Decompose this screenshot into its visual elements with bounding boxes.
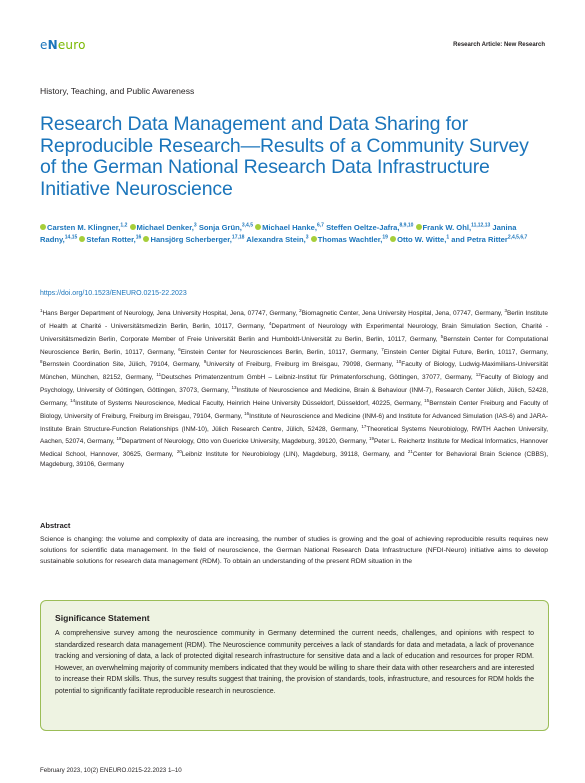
author-name: Janina Radny, bbox=[40, 222, 517, 245]
affiliation-text: Einstein Center for Neurosciences Berlin, Berlin, 10117, Germany, bbox=[180, 348, 382, 356]
author-affiliation-sup: 16 bbox=[135, 234, 142, 241]
affiliation-number: 10 bbox=[396, 359, 402, 365]
affiliation-text: Department of Neurology, Otto von Guericke University, Magdeburg, 39120, Germany, bbox=[121, 438, 369, 446]
affiliation-text: Faculty of Biology, Ludwig-Maximilians-Universität München, München, 82152, Germany, bbox=[40, 361, 548, 382]
orcid-icon[interactable] bbox=[255, 224, 261, 230]
author[interactable] bbox=[311, 235, 388, 244]
abstract-text: Science is changing: the volume and complexity of data are increasing, the number of studies is growing and the goal of achieving reproducible results requires new solutions for scientific data management. In the field of neuroscience, the German National Research Data Infrastructure (NFDI-Neuro) initiative aims to develop sustainable solutions for research data management (RDM). To obtain an understanding of the present RDM situation in the bbox=[40, 536, 548, 565]
affiliation-number: 7 bbox=[381, 346, 384, 352]
affiliation-number: 12 bbox=[475, 372, 481, 378]
affiliation-text: Biomagnetic Center, Jena University Hospital, Jena, 07747, Germany, bbox=[301, 310, 505, 318]
orcid-icon[interactable] bbox=[79, 236, 85, 242]
affiliation-text: Bernstein Center for Computational Neuroscience Berlin, Berlin, 10117, Germany, bbox=[40, 335, 548, 356]
orcid-icon[interactable] bbox=[416, 224, 422, 230]
affiliation-number: 20 bbox=[176, 449, 182, 455]
author-name: Michael Denker, bbox=[136, 222, 194, 232]
affiliation-text: Center for Behavioral Brain Science (CBBS), Magdeburg, 39106, Germany bbox=[40, 451, 549, 469]
affiliation-number: 8 bbox=[40, 359, 43, 365]
affiliation-text: Berlin Institute of Health at Charité - Universitätsmedizin Berlin, Berlin, 10117, Germany, bbox=[40, 310, 548, 330]
affiliation-number: 18 bbox=[116, 436, 122, 442]
affiliation-text: University of Freiburg, Freiburg im Breisgau, 79098, Germany, bbox=[206, 361, 397, 369]
author-affiliation-sup: 19 bbox=[382, 234, 388, 241]
orcid-icon[interactable] bbox=[143, 236, 149, 242]
affiliation-number: 4 bbox=[268, 320, 272, 326]
author[interactable] bbox=[199, 223, 253, 232]
author[interactable] bbox=[40, 223, 127, 232]
author-affiliation-sup: 3 bbox=[305, 234, 309, 241]
affiliation-number: 17 bbox=[361, 423, 367, 429]
affiliations bbox=[40, 306, 548, 470]
affiliation-text: Deutsches Primatenzentrum GmbH – Leibniz-Institut für Primatenforschung, Göttingen, 37077, Germany, bbox=[161, 374, 476, 382]
affiliation-number: 16 bbox=[244, 410, 250, 416]
affiliation-text: Institute of Systems Neuroscience, Medical Faculty, Heinrich Heine University Düsseldorf, Düsseldorf, 40225, Germany, bbox=[75, 400, 425, 408]
affiliation-number: 9 bbox=[203, 359, 207, 365]
author-list bbox=[40, 220, 545, 245]
author-affiliation-sup: 3 bbox=[193, 222, 197, 228]
orcid-icon[interactable] bbox=[130, 224, 136, 230]
author[interactable] bbox=[416, 223, 491, 232]
author-affiliation-sup: 1 bbox=[446, 234, 450, 241]
affiliation-text: Faculty of Biology and Psychology, University of Göttingen, Göttingen, 37073, Germany, bbox=[40, 374, 549, 395]
significance-box bbox=[40, 600, 549, 731]
affiliation-text: Einstein Center Digital Future, Berlin, 10117, Germany, bbox=[383, 348, 549, 356]
affiliation-number: 19 bbox=[368, 436, 374, 442]
author-name: Stefan Rotter, bbox=[86, 235, 136, 245]
author-name: and Petra Ritter bbox=[451, 235, 508, 245]
significance-heading: Significance Statement bbox=[55, 613, 150, 623]
section-label: History, Teaching, and Public Awareness bbox=[40, 86, 195, 96]
author-name: Alexandra Stein, bbox=[246, 235, 306, 245]
author[interactable] bbox=[143, 235, 244, 244]
affiliation-text: Bernstein Coordination Site, Jülich, 79104, Germany, bbox=[42, 361, 204, 369]
article-type: Research Article: New Research bbox=[453, 42, 545, 48]
author-affiliation-sup: 1,2 bbox=[120, 222, 128, 228]
affiliation-text: Institute of Neuroscience and Medicine, Brain & Behaviour (INM-7), Research Center Jülich, Jülich, 52428, Germany, bbox=[40, 387, 548, 408]
author-affiliation-sup: 2,4,5,6,7 bbox=[507, 234, 528, 241]
author-name: Carsten M. Klingner, bbox=[47, 222, 121, 232]
orcid-icon[interactable] bbox=[311, 236, 317, 242]
affiliation-number: 2 bbox=[299, 308, 302, 313]
author-name: Sonja Grün, bbox=[198, 222, 242, 232]
author[interactable] bbox=[79, 235, 141, 244]
affiliation-number: 6 bbox=[178, 346, 181, 352]
author[interactable] bbox=[130, 223, 197, 232]
affiliation-number: 1 bbox=[40, 308, 43, 313]
author-affiliation-sup: 3,4,5 bbox=[241, 222, 253, 228]
orcid-icon[interactable] bbox=[390, 236, 396, 242]
affiliation-text: Bernstein Center Freiburg and Faculty of Biology, University of Freiburg, Freiburg im Breisgau, 79104, Germany, bbox=[40, 400, 548, 420]
author-affiliation-sup: 11,12,13 bbox=[471, 222, 491, 228]
author-name: Thomas Wachtler, bbox=[317, 235, 383, 245]
affiliation-text: Leibniz Institute for Neurobiology (LIN), Magdeburg, 39118, Germany, and bbox=[181, 451, 408, 459]
author-affiliation-sup: 14,15 bbox=[64, 234, 78, 241]
author[interactable] bbox=[255, 223, 324, 232]
affiliation-number: 3 bbox=[504, 308, 507, 313]
author-affiliation-sup: 8,9,10 bbox=[399, 222, 414, 228]
affiliation-text: Peter L. Reichertz Institute for Medical Informatics, Hannover Medical School, Hannover, 30625, Germany, bbox=[40, 438, 548, 459]
affiliation-number: 15 bbox=[424, 397, 430, 403]
author-name: Michael Hanke, bbox=[262, 222, 317, 232]
doi-link[interactable]: https://doi.org/10.1523/ENEURO.0215-22.2023 bbox=[40, 290, 187, 297]
affiliation-number: 5 bbox=[440, 333, 444, 339]
author[interactable] bbox=[451, 235, 527, 244]
abstract-heading: Abstract bbox=[40, 521, 71, 530]
author-name: Hansjörg Scherberger, bbox=[150, 235, 232, 245]
author[interactable] bbox=[390, 235, 449, 244]
author-name: Frank W. Ohl, bbox=[422, 222, 472, 232]
author[interactable] bbox=[326, 223, 413, 232]
orcid-icon[interactable] bbox=[40, 224, 46, 230]
affiliation-number: 13 bbox=[231, 385, 237, 391]
affiliation-text: Institute of Neuroscience and Medicine (INM-6) and Institute for Advanced Simulation (IAS-6) and JARA-Institute Brain Structure-Function Relationships (INM-10), Jülich Research Centre, Jülich, 52428, Germany, bbox=[40, 412, 548, 433]
author[interactable] bbox=[246, 235, 308, 244]
affiliation-text: Department of Neurology with Experimental Neurology, Brain Simulation Section, Charité - Universitätsmedizin Berlin, Corporate Member of Freie Universität Berlin and Humboldt-Universität zu Berlin, Berlin, 10117, Germany, bbox=[40, 322, 548, 343]
author-affiliation-sup: 6,7 bbox=[316, 222, 324, 228]
author-name: Otto W. Witte, bbox=[397, 235, 447, 245]
affiliation-number: 14 bbox=[70, 397, 76, 403]
significance-text: A comprehensive survey among the neuroscience community in Germany determined the current needs, challenges, and opinions with respect to standardized research data management (RDM). The Neuroscience community perceives a lack of standards for data and metadata, a lack of provenance tracking and versioning of data, a lack of protected digital research infrastructure for sensitive data and a lack of education and resources for proper RDM. However, an overwhelming majority of community members indicated that they would be willing to share their data with other researchers and are interested to increase their RDM skills. Thus, the survey results suggest that training, the provision of standards, tools, infrastructure, and resources for RDM holds the potential to significantly facilitate reproducible research in neuroscience. bbox=[55, 630, 534, 695]
affiliation-number: 21 bbox=[407, 449, 413, 455]
author-name: Steffen Oeltze-Jafra, bbox=[326, 222, 400, 232]
affiliation-text: Hans Berger Department of Neurology, Jena University Hospital, Jena, 07747, Germany, bbox=[42, 310, 300, 318]
journal-logo: eNeuro bbox=[40, 38, 86, 52]
paper-title: Research Data Management and Data Sharing for Reproducible Research—Results of a Community Survey of the German National Research Data Infrastructure Initiative Neuroscience bbox=[40, 113, 529, 200]
page-footer: February 2023, 10(2) ENEURO.0215-22.2023 1–10 bbox=[40, 767, 182, 774]
affiliation-text: Theoretical Systems Neurobiology, RWTH Aachen University, Aachen, 52074, Germany, bbox=[40, 425, 548, 446]
author-affiliation-sup: 17,18 bbox=[231, 234, 245, 241]
affiliation-number: 11 bbox=[156, 372, 162, 378]
